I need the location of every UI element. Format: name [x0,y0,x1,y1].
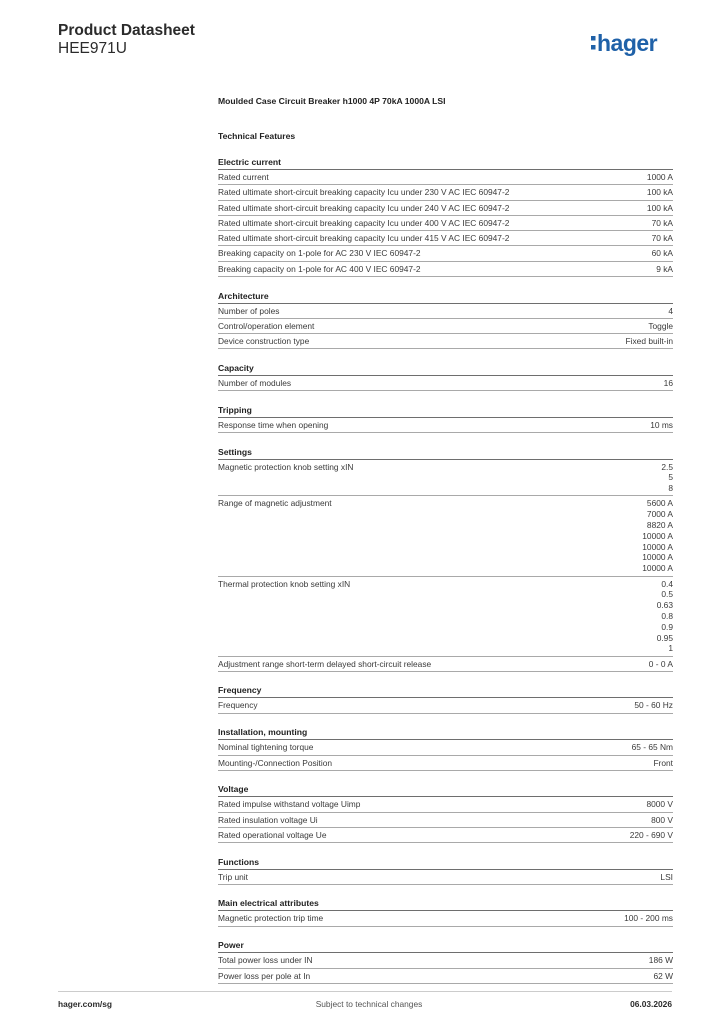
feature-label: Trip unit [218,871,248,882]
feature-label: Rated current [218,172,269,182]
feature-value-item: 1000 A [646,172,673,182]
section-title: Installation, mounting [218,726,673,740]
feature-value [624,913,673,924]
section-title: Power [218,939,673,953]
feature-value-item: 0.5 [661,589,673,600]
feature-value-item: 10000 A [642,563,673,574]
feature-value [651,815,673,826]
feature-value-item: 70 kA [651,233,673,244]
section-title: Electric current [218,156,673,170]
feature-value [660,872,673,883]
feature-value-item: 186 W [648,955,673,966]
feature-row [218,460,673,497]
feature-value-item: 8 [668,483,673,494]
feature-value-item: 100 kA [646,202,673,213]
feature-label: Thermal protection knob setting xIN [218,578,351,589]
feature-value-item: 8820 A [646,520,673,531]
footer-divider [58,991,672,992]
feature-row [218,953,673,968]
feature-value-item: 5 [668,472,673,483]
footer-note: Subject to technical changes [315,999,423,1009]
feature-value [668,306,673,317]
feature-sections [218,156,673,984]
feature-row [218,376,673,391]
feature-value-item: 65 - 65 Nm [631,742,673,753]
technical-features-heading: Technical Features [218,131,296,141]
feature-row [218,319,673,334]
feature-row [218,334,673,349]
feature-row [218,418,673,433]
feature-row [218,797,673,812]
feature-value-item: 0.4 [661,578,673,589]
section-architecture [218,290,673,350]
section-electric-current [218,156,673,277]
feature-label: Rated ultimate short-circuit breaking capacity Icu under 240 V AC IEC 60947-2 [218,202,510,213]
feature-value-item: 4 [668,305,673,316]
feature-label: Magnetic protection trip time [218,913,324,924]
feature-label: Magnetic protection knob setting xIN [218,461,354,472]
section-title: Capacity [218,362,673,376]
feature-value [661,462,673,494]
section-title: Main electrical attributes [218,897,673,911]
section-title: Architecture [218,290,673,304]
hager-logo [590,26,676,60]
feature-label: Power loss per pole at In [218,970,311,981]
feature-row [218,201,673,216]
feature-value-item: 70 kA [651,217,673,228]
feature-label: Rated ultimate short-circuit breaking capacity Icu under 415 V AC IEC 60947-2 [218,233,510,244]
feature-label: Nominal tightening torque [218,742,314,753]
feature-row [218,246,673,261]
feature-value-item: 10000 A [642,530,673,541]
feature-label: Rated insulation voltage Ui [218,814,318,825]
feature-value-item: 2.5 [661,461,673,472]
feature-value-item: 60 kA [651,248,673,259]
section-voltage [218,783,673,843]
section-power [218,939,673,984]
feature-value [653,971,673,982]
feature-value-item: LSI [660,871,673,882]
section-settings [218,446,673,672]
feature-label: Range of magnetic adjustment [218,498,332,509]
feature-label: Control/operation element [218,320,315,331]
feature-label: Mounting-/Connection Position [218,757,333,768]
feature-label: Rated operational voltage Ue [218,829,327,840]
feature-row [218,969,673,984]
section-title: Settings [218,446,673,460]
feature-value-item: 10 ms [650,419,673,430]
feature-value [642,498,673,574]
feature-row [218,657,673,672]
feature-value [650,420,673,431]
feature-label: Rated ultimate short-circuit breaking capacity Icu under 230 V AC IEC 60947-2 [218,187,510,198]
feature-label: Total power loss under IN [218,955,313,966]
datasheet-content [218,95,673,996]
section-frequency [218,684,673,713]
feature-value [626,336,673,347]
feature-value-item: 0.9 [661,621,673,632]
feature-value-item: 100 - 200 ms [624,913,673,924]
feature-value [664,378,673,389]
feature-value [649,955,673,966]
feature-value-item: 0 - 0 A [648,658,673,669]
feature-value [634,700,673,711]
feature-value [647,203,673,214]
feature-label: Device construction type [218,336,310,347]
feature-value-item: 1 [668,643,673,654]
feature-value-item: 800 V [651,814,673,825]
feature-row [218,740,673,755]
feature-row [218,496,673,576]
feature-label: Number of modules [218,377,292,388]
feature-value [647,187,673,198]
feature-value [630,830,673,841]
feature-value-item: Front [653,757,673,768]
feature-row [218,698,673,713]
feature-value [649,659,673,670]
feature-value [656,264,673,275]
footer-website[interactable]: hager.com/sg [58,999,112,1009]
section-title: Voltage [218,783,673,797]
feature-value-item: 8000 V [646,799,673,810]
feature-value-item: 10000 A [642,541,673,552]
feature-value [652,233,673,244]
feature-value-item: 0.95 [656,632,673,643]
section-tripping [218,404,673,433]
feature-row [218,828,673,843]
feature-label: Frequency [218,700,258,711]
feature-row [218,813,673,828]
feature-value-item: 220 - 690 V [629,829,673,840]
feature-value-item: 0.8 [661,610,673,621]
feature-value-item: 100 kA [646,187,673,198]
section-main-electrical-attributes [218,897,673,926]
feature-row [218,304,673,319]
feature-row [218,185,673,200]
feature-label: Number of poles [218,305,280,316]
feature-row [218,170,673,185]
feature-row [218,577,673,657]
feature-value-item: Fixed built-in [625,336,673,347]
feature-label: Adjustment range short-term delayed short-circuit release [218,658,432,669]
section-installation-mounting [218,726,673,771]
feature-label: Breaking capacity on 1-pole for AC 400 V IEC 60947-2 [218,263,421,274]
feature-label: Response time when opening [218,419,329,430]
feature-value [648,321,673,332]
svg-text:hager: hager [597,30,658,56]
feature-value-item: 62 W [653,970,673,981]
section-title: Frequency [218,684,673,698]
feature-value-item: 10000 A [642,552,673,563]
feature-row [218,262,673,277]
feature-label: Breaking capacity on 1-pole for AC 230 V IEC 60947-2 [218,248,421,259]
feature-value-item: 7000 A [646,509,673,520]
product-code: HEE971U [58,40,127,57]
feature-row [218,911,673,926]
feature-row [218,756,673,771]
section-functions [218,856,673,885]
feature-value [652,248,673,259]
feature-value-item: Toggle [648,320,673,331]
product-title: Moulded Case Circuit Breaker h1000 4P 70kA 1000A LSI [218,96,446,106]
feature-value [657,579,673,655]
feature-value [646,799,673,810]
feature-value [632,742,673,753]
footer-date: 06.03.2026 [630,999,672,1009]
feature-value-item: 0.63 [656,600,673,611]
feature-value [653,758,673,769]
feature-value [652,218,673,229]
feature-value [647,172,673,183]
feature-row [218,216,673,231]
feature-value-item: 50 - 60 Hz [634,700,673,711]
section-capacity [218,362,673,391]
feature-row [218,231,673,246]
header-title: Product Datasheet [58,22,195,39]
feature-label: Rated ultimate short-circuit breaking capacity Icu under 400 V AC IEC 60947-2 [218,217,510,228]
feature-label: Rated impulse withstand voltage Uimp [218,799,361,810]
feature-value-item: 9 kA [656,263,673,274]
feature-value-item: 5600 A [646,498,673,509]
feature-row [218,870,673,885]
section-title: Tripping [218,404,673,418]
section-title: Functions [218,856,673,870]
feature-value-item: 16 [663,377,673,388]
